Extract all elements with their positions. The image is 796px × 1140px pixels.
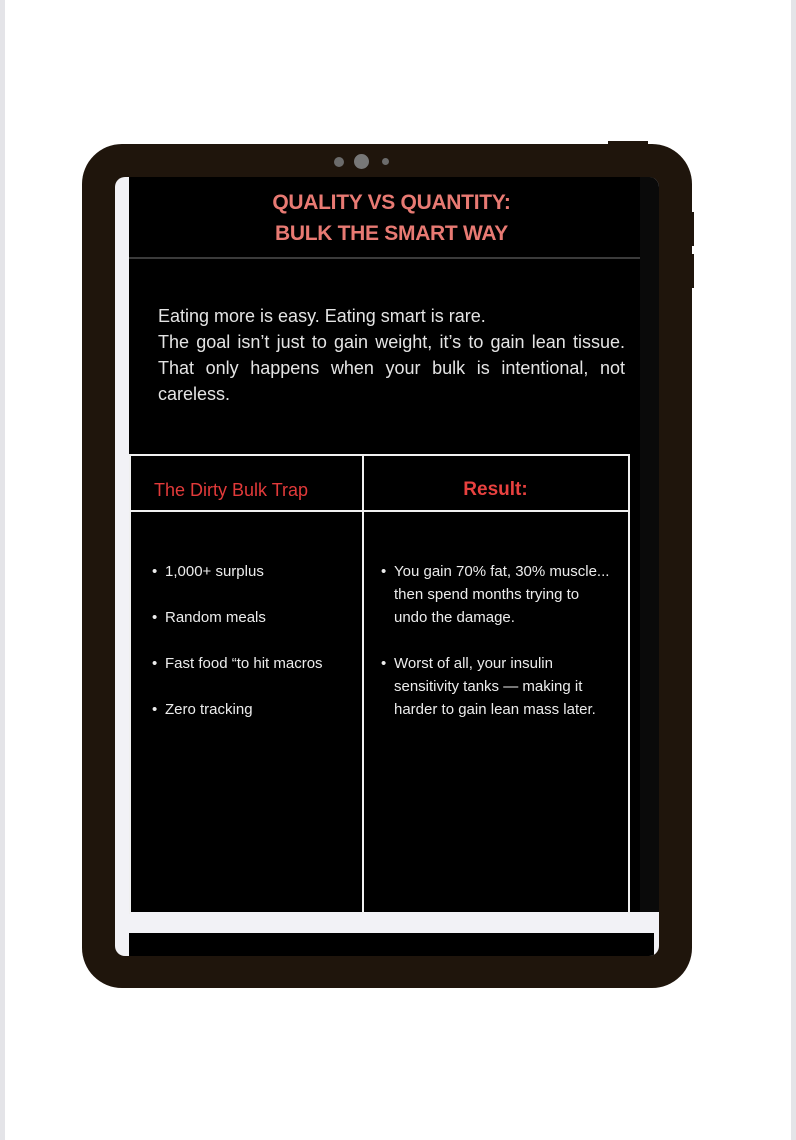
intro-text xyxy=(158,303,625,407)
comparison-table xyxy=(129,454,630,914)
table-header-dirty-bulk: The Dirty Bulk Trap xyxy=(154,480,309,500)
intro-line-1: Eating more is easy. Eating smart is rare. xyxy=(158,306,486,326)
intro-line-2: The goal isn’t just to gain weight, it’s to gain lean tissue. That only happens when your bulk is intentional, not careless. xyxy=(158,332,625,404)
title-line-1: QUALITY VS QUANTITY: xyxy=(272,191,511,214)
page-edge-right xyxy=(791,0,796,1140)
list-item: • 1,000+ surplus xyxy=(152,560,323,583)
sensor-dot-icon xyxy=(382,158,389,165)
dirty-bulk-list xyxy=(152,560,323,744)
list-item: • Fast food “to hit macros xyxy=(152,652,323,675)
table-header-divider xyxy=(131,510,628,512)
tablet-screen[interactable] xyxy=(115,177,659,956)
page-edge-left xyxy=(0,0,5,1140)
list-item: • Worst of all, your insulin sensitivity tanks — making it harder to gain lean mass later. xyxy=(381,652,611,721)
result-list xyxy=(381,560,611,744)
list-item: • Zero tracking xyxy=(152,698,323,721)
slide-title xyxy=(129,187,654,249)
title-line-2: BULK THE SMART WAY xyxy=(275,222,508,245)
table-column-divider xyxy=(362,456,364,914)
list-item: • Random meals xyxy=(152,606,323,629)
scrollbar[interactable] xyxy=(640,177,659,912)
list-item: • You gain 70% fat, 30% muscle... then spend months trying to undo the damage. xyxy=(381,560,611,629)
slide-page xyxy=(129,177,654,912)
sensor-dot-icon xyxy=(334,157,344,167)
next-slide-preview xyxy=(129,933,654,956)
header-divider xyxy=(129,257,654,259)
table-header-result: Result: xyxy=(463,479,528,500)
camera-icon xyxy=(354,154,369,169)
